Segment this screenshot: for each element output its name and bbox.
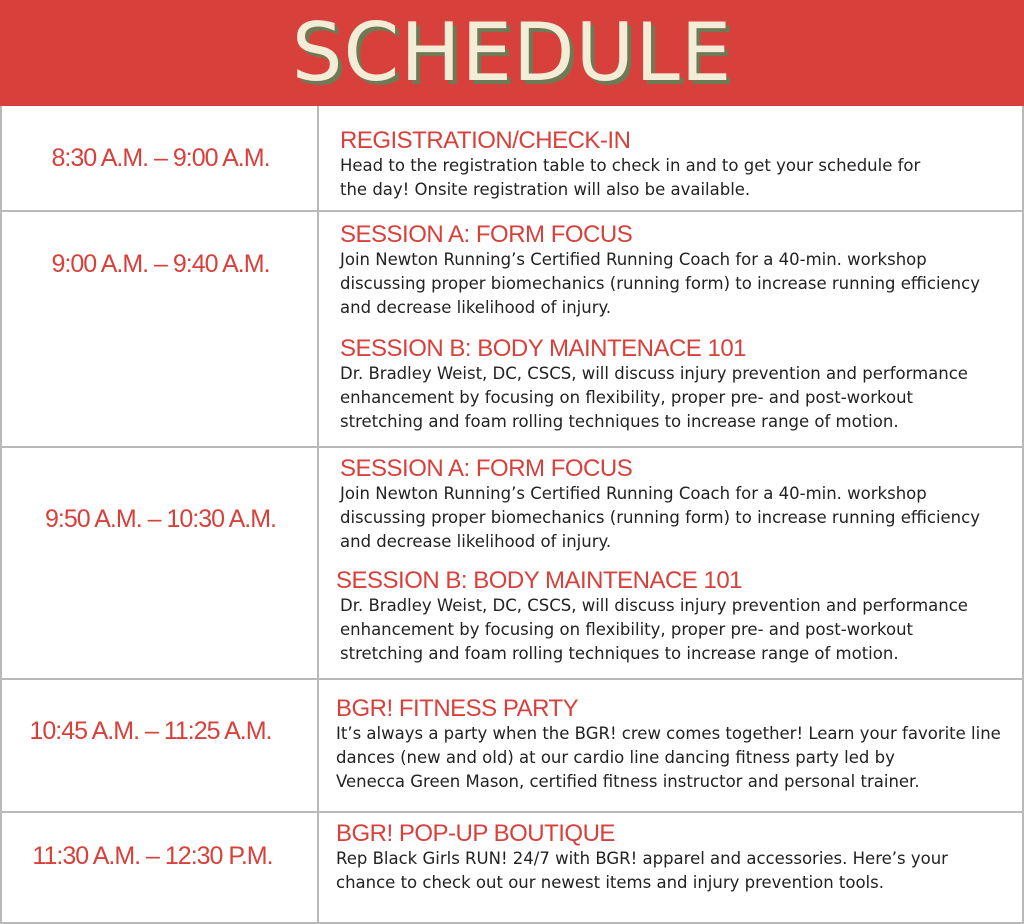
schedule-row — [2, 680, 1022, 813]
session-title: BGR! FITNESS PARTY — [336, 695, 579, 722]
session-description: Rep Black Girls RUN! 24/7 with BGR! apparel and accessories. Here’s your chance to check out our newest items and injury prevention tools. — [336, 849, 948, 892]
schedule-row — [2, 813, 1022, 924]
session-title: SESSION A: FORM FOCUS — [340, 455, 633, 482]
session-description: Join Newton Running’s Certified Running Coach for a 40-min. workshop discussing proper biomechanics (running form) to increase running efficiency and decrease likelihood of injury. — [340, 250, 980, 317]
session-block — [340, 336, 1014, 434]
session-block — [340, 222, 1014, 320]
time-cell — [2, 448, 319, 678]
time-slot: 8:30 A.M. – 9:00 A.M. — [51, 144, 270, 172]
schedule-table — [0, 106, 1024, 924]
time-cell — [2, 106, 319, 210]
schedule-banner — [0, 0, 1024, 106]
session-description: Join Newton Running’s Certified Running Coach for a 40-min. workshop discussing proper biomechanics (running form) to increase running efficiency and decrease likelihood of injury. — [340, 484, 980, 551]
time-slot: 9:00 A.M. – 9:40 A.M. — [51, 250, 270, 278]
time-slot: 10:45 A.M. – 11:25 A.M. — [29, 717, 272, 745]
schedule-row — [2, 212, 1022, 448]
session-title: SESSION B: BODY MAINTENACE 101 — [336, 567, 743, 594]
time-cell — [2, 813, 319, 922]
session-block — [336, 821, 1014, 895]
session-block — [340, 128, 1014, 202]
session-description: Head to the registration table to check in and to get your schedule for the day! Onsite registration will also be available. — [340, 156, 921, 199]
session-description: Dr. Bradley Weist, DC, CSCS, will discuss injury prevention and performance enhancement by focusing on flexibility, proper pre- and post-workout stretching and foam rolling techniques to increase range of motion. — [340, 596, 968, 663]
page-title: SCHEDULE — [291, 6, 733, 99]
time-cell — [2, 680, 319, 811]
schedule-row — [2, 106, 1022, 212]
session-description: Dr. Bradley Weist, DC, CSCS, will discuss injury prevention and performance enhancement by focusing on flexibility, proper pre- and post-workout stretching and foam rolling techniques to increase range of motion. — [340, 364, 968, 431]
session-title: REGISTRATION/CHECK-IN — [340, 127, 631, 154]
session-title: SESSION A: FORM FOCUS — [340, 221, 633, 248]
session-title: BGR! POP-UP BOUTIQUE — [336, 820, 615, 847]
session-title: SESSION B: BODY MAINTENACE 101 — [340, 335, 747, 362]
time-slot: 9:50 A.M. – 10:30 A.M. — [45, 505, 276, 533]
session-block — [340, 456, 1014, 554]
time-cell — [2, 212, 319, 446]
session-block — [336, 568, 1014, 666]
time-slot: 11:30 A.M. – 12:30 P.M. — [32, 842, 273, 870]
schedule-row — [2, 448, 1022, 680]
session-description: It’s always a party when the BGR! crew comes together! Learn your favorite line dances (new and old) at our cardio line dancing fitness party led by Venecca Green Mason, certified fitness instructor and personal trainer. — [336, 724, 1001, 791]
session-block — [336, 696, 1014, 794]
